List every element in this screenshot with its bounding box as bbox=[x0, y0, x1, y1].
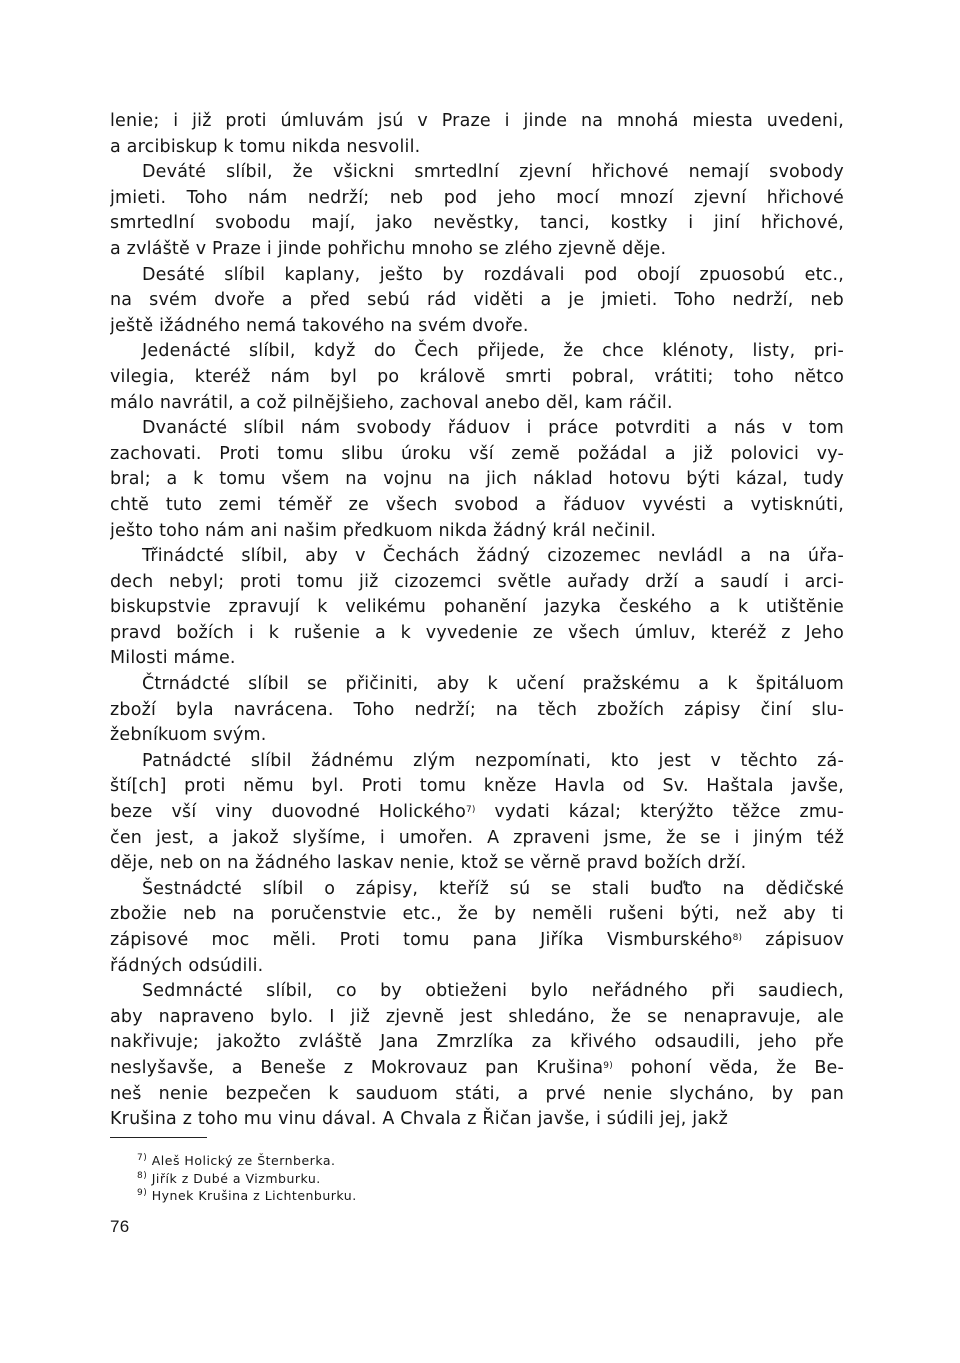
footnote-text: Aleš Holický ze Šternberka. bbox=[151, 1153, 336, 1168]
text-line: biskupstvie zpravují k velikému pohanĕní jazyka českého a k utištĕnie bbox=[110, 597, 844, 618]
text-line: pravd božích i k rušenie a k vyvedenie ze všech úmluv, kteréž z Jeho bbox=[110, 622, 844, 643]
text-line: na svém dvoře a před sebú rád viděti a je jmieti. Toho nedrží, neb bbox=[110, 290, 844, 311]
footnote-ref: 8) bbox=[732, 933, 743, 943]
text-line: chtĕ tuto zemi téměř ze všech svobod a řáduov vyvésti a vytisknúti, bbox=[110, 494, 844, 515]
text-line: nakřivuje; jakožto zvláště Jana Zmrzlíka za křivého odsaudili, jeho pře bbox=[110, 1032, 844, 1053]
text-line: žebníkuom svým. bbox=[110, 725, 267, 746]
text-line: beze vší viny duovodné Holického$^{7)}$ vydati kázal; kterýžto těžce zmu- bbox=[110, 802, 844, 823]
text-line: dech nebyl; proti tomu již cizozemci světle auřady drží a saudí i arci- bbox=[110, 571, 844, 592]
page-number: 76 bbox=[110, 1217, 130, 1236]
text-line: Třinádcté slíbil, aby v Čechách žádný cizozemec nevládl a na úřa- bbox=[142, 546, 844, 567]
text-line: zboží byla navrácena. Toho nedrží; na těch zbožích zápisy činí slu- bbox=[110, 699, 844, 720]
footnote-text: Hynek Krušina z Lichtenburku. bbox=[151, 1188, 357, 1204]
text-line: řádných odsúdili. bbox=[110, 955, 264, 976]
footnote-ref: 9) bbox=[603, 1060, 613, 1071]
text-line: Krušina z toho mu vinu dával. A Chvala z Řičan javše, i súdili jej, jakž bbox=[110, 1109, 728, 1130]
text-line: vilegia, kteréž nám byl po královĕ smrti pobral, vrátiti; toho nĕtco bbox=[110, 366, 844, 387]
text-line: zbožie neb na poručenstvie etc., že by nemĕli rušeni býti, než aby ti bbox=[110, 904, 844, 925]
text-line: ští[ch] proti nĕmu byl. Proti tomu kněze Havla od Sv. Haštala javše, bbox=[110, 776, 844, 797]
text-line: čen jest, a jakož slyšíme, i umořen. A zpraveni jsme, že se i jiným též bbox=[110, 827, 844, 848]
text-line: ještě ižádného nemá takového na svém dvoře. bbox=[110, 315, 529, 336]
text-line: jmieti. Toho nám nedrží; neb pod jeho mocí mnozí zjevní hřichové bbox=[110, 187, 844, 208]
footnote-ref: 7) bbox=[465, 805, 476, 816]
text-line: dĕje, neb on na žádného laskav nenie, ktož se věrnĕ pravd božích drží. bbox=[110, 853, 747, 874]
footnote-item bbox=[137, 1152, 537, 1170]
text-line: Šestnádcté slíbil o zápisy, kteříž sú se stali buďto na dědičské bbox=[142, 878, 844, 899]
text-line: Sedmnácté slíbil, co by obtieženi bylo neřádného při saudiech, bbox=[142, 981, 844, 1002]
text-line: aby napraveno bylo. I již zjevnĕ jest shledáno, že se nenapravuje, ale bbox=[110, 1006, 844, 1027]
text-line: smrtedlní svobodu mají, jako nevěstky, tanci, kostky i jiní hřichové, bbox=[110, 213, 844, 234]
footnote-text: Jiřík z Dubé a Vizmburku. bbox=[151, 1170, 321, 1186]
body-text bbox=[110, 109, 844, 1133]
text-line: Patnádcté slíbil žádnému zlým nezpomínati, kto jest v těchto zá- bbox=[142, 750, 844, 771]
text-line: ješto toho nám ani našim předkuom nikda žádný král nečinil. bbox=[110, 520, 657, 541]
footnote-rule bbox=[110, 1137, 207, 1138]
footnotes bbox=[137, 1152, 537, 1205]
footnote-item bbox=[137, 1170, 537, 1188]
text-line: málo navrátil, a což pilnĕjšieho, zachoval anebo dĕl, kam ráčil. bbox=[110, 392, 673, 413]
text-line: zápisové moc mĕli. Proti tomu pana Jiříka Vismburského$^{8)}$ zápisuov bbox=[110, 930, 844, 950]
footnote-mark: 7) bbox=[137, 1153, 148, 1163]
text-line: Deváté slíbil, že všickni smrtedlní zjevní hřichové nemají svobody bbox=[142, 162, 844, 183]
footnote-mark: 9) bbox=[137, 1188, 148, 1199]
text-line: Dvanácté slíbil nám svobody řáduov i práce potvrditi a nás v tom bbox=[142, 418, 844, 439]
text-line: Desáté slíbil kaplany, ješto by rozdávali pod obojí zpuosobú etc., bbox=[142, 264, 844, 285]
text-line: lenie; i již proti úmluvám jsú v Praze i jinde na mnohá miesta uvedeni, bbox=[110, 111, 844, 131]
text-line: a arcibiskup k tomu nikda nesvolil. bbox=[110, 136, 421, 157]
text-line: bral; a k tomu všem na vojnu na jich náklad hotovu býti kázal, tudy bbox=[110, 469, 844, 490]
footnote-item bbox=[137, 1187, 537, 1205]
footnote-mark: 8) bbox=[137, 1170, 148, 1181]
text-line: zachovati. Proti tomu slibu úroku vší zemĕ požádal a již polovici vy- bbox=[110, 443, 844, 464]
text-line: Čtrnádcté slíbil se přičiniti, aby k učení pražskému a k špitáluom bbox=[142, 674, 844, 695]
text-line: neslyšavše, a Beneše z Mokrovauz pan Krušina$^{9)}$ pohoní vĕda, že Be- bbox=[110, 1057, 844, 1078]
text-line: Jedenácté slíbil, když do Čech přijede, že chce klénoty, listy, pri- bbox=[142, 341, 844, 362]
text-line: neš nenie bezpečen k sauduom státi, a prvé nenie slycháno, by pan bbox=[110, 1083, 844, 1104]
text-line: Milosti máme. bbox=[110, 648, 236, 669]
text-line: a zvláště v Praze i jinde pohřichu mnoho se zlého zjevně děje. bbox=[110, 238, 667, 259]
